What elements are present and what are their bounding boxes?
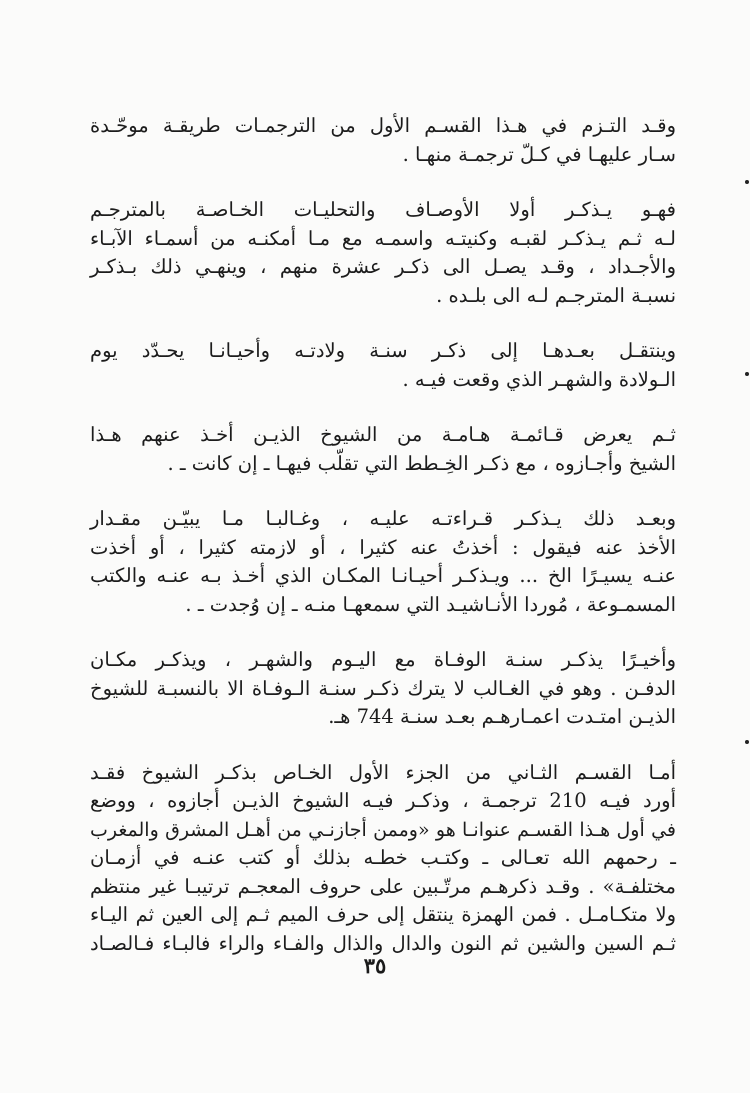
text-line: وينتقـل بعـدهـا إلى ذكـر سنـة ولادتـه وأحيـانـا يحـدّد يوم xyxy=(90,339,676,362)
text-line: الذيـن امتـدت اعمـارهـم بعـد سنـة 744 هـ. xyxy=(328,705,676,728)
text-line: الدفـن . وهو في الغـالب لا يترك ذكـر سنـة الـوفـاة الا بالنسبـة للشيوخ xyxy=(90,676,676,700)
text-line: ثـم يعرض قـائمـة هـامـة من الشيوخ الذيـن أخـذ عنهم هـذا xyxy=(90,423,676,446)
text-line: سـار عليهـا في كـلّ ترجمـة منهـا . xyxy=(402,142,676,166)
paragraph-4 xyxy=(90,421,706,478)
text-line: وقـد التـزم في هـذا القسـم الأول من الترجمـات طريقـة موحّـدة xyxy=(90,114,676,137)
text-line: نسبـة المترجـم لـه الى بلـده . xyxy=(436,283,676,307)
text-line: والأجـداد ، وقـد يصـل الى ذكـر عشرة منهم ، وينهـي ذلك بـذكـر xyxy=(90,255,676,278)
text-line: ـ رحمهم الله تعـالى ـ وكتـب خطـه بذلك أو كتب عنـه في أزمـان xyxy=(90,846,676,869)
page-number: ٣٥ xyxy=(363,953,387,978)
scan-speck xyxy=(745,740,749,744)
text-line: أورد فيـه 210 ترجمـة ، وذكـر فيـه الشيوخ الذيـن أجازوه ، ووضع xyxy=(90,789,676,812)
paragraph-3 xyxy=(90,337,706,394)
paragraph-1 xyxy=(90,112,706,169)
text-line: في أول هـذا القسـم عنوانـا هو «وممن أجازنـي من أهـل المشرق والمغرب xyxy=(90,818,676,841)
paragraph-5 xyxy=(90,505,706,619)
scan-speck xyxy=(745,372,749,376)
text-line: المسمـوعة ، مُوردا الأنـاشيـد التي سمعهـا منـه ـ إن وُجدت ـ . xyxy=(185,592,676,616)
scan-speck xyxy=(745,180,749,184)
paragraph-7 xyxy=(90,759,706,959)
body-text xyxy=(90,112,706,985)
text-line: عنـه يسيـرًا الخ ... ويـذكـر أحيـانـا المكـان الذي أخـذ بـه عنـه والكتب xyxy=(90,564,676,587)
text-line: الـولادة والشهـر الذي وقعت فيـه . xyxy=(402,367,676,391)
text-line: وأخيـرًا يذكـر سنـة الوفـاة مع اليـوم والشهـر ، ويذكـر مكـان xyxy=(90,648,676,671)
text-line: فهـو يـذكـر أولا الأوصـاف والتحليـات الخـاصـة بالمترجـم xyxy=(90,198,676,221)
text-line: الشيخ وأجـازوه ، مع ذكـر الخِـطط التي تقلّب فيهـا ـ إن كانت ـ . xyxy=(167,451,676,475)
text-line: وبعـد ذلك يـذكـر قـراءتـه عليـه ، وغـالبـا مـا يبيّـن مقـدار xyxy=(90,507,676,530)
text-line: الأخذ عنه فيقول : أخذتُ عنه كثيرا ، أو لازمته كثيرا ، أو أخذت xyxy=(90,535,676,559)
paragraph-6 xyxy=(90,646,706,732)
text-line: أمـا القسـم الثـاني من الجزء الأول الخـاص بذكـر الشيوخ فقـد xyxy=(90,760,676,784)
text-line: ثـم السين والشين ثم النون والدال والذال والفـاء والراء فالبـاء فـالصـاد xyxy=(90,931,676,955)
text-line: ولا متكـامـل . فمن الهمزة ينتقل إلى حرف الميم ثـم إلى العين ثم اليـاء xyxy=(90,903,676,926)
text-line: لـه ثـم يـذكـر لقبـه وكنيتـه واسمـه مع مـا أمكنـه من أسمـاء الآبـاء xyxy=(90,226,676,250)
text-line: مختلفـة» . وقـد ذكرهـم مرتّـبين على حروف المعجـم ترتيبـا غير منتظم xyxy=(90,874,676,898)
paragraph-2 xyxy=(90,196,706,310)
